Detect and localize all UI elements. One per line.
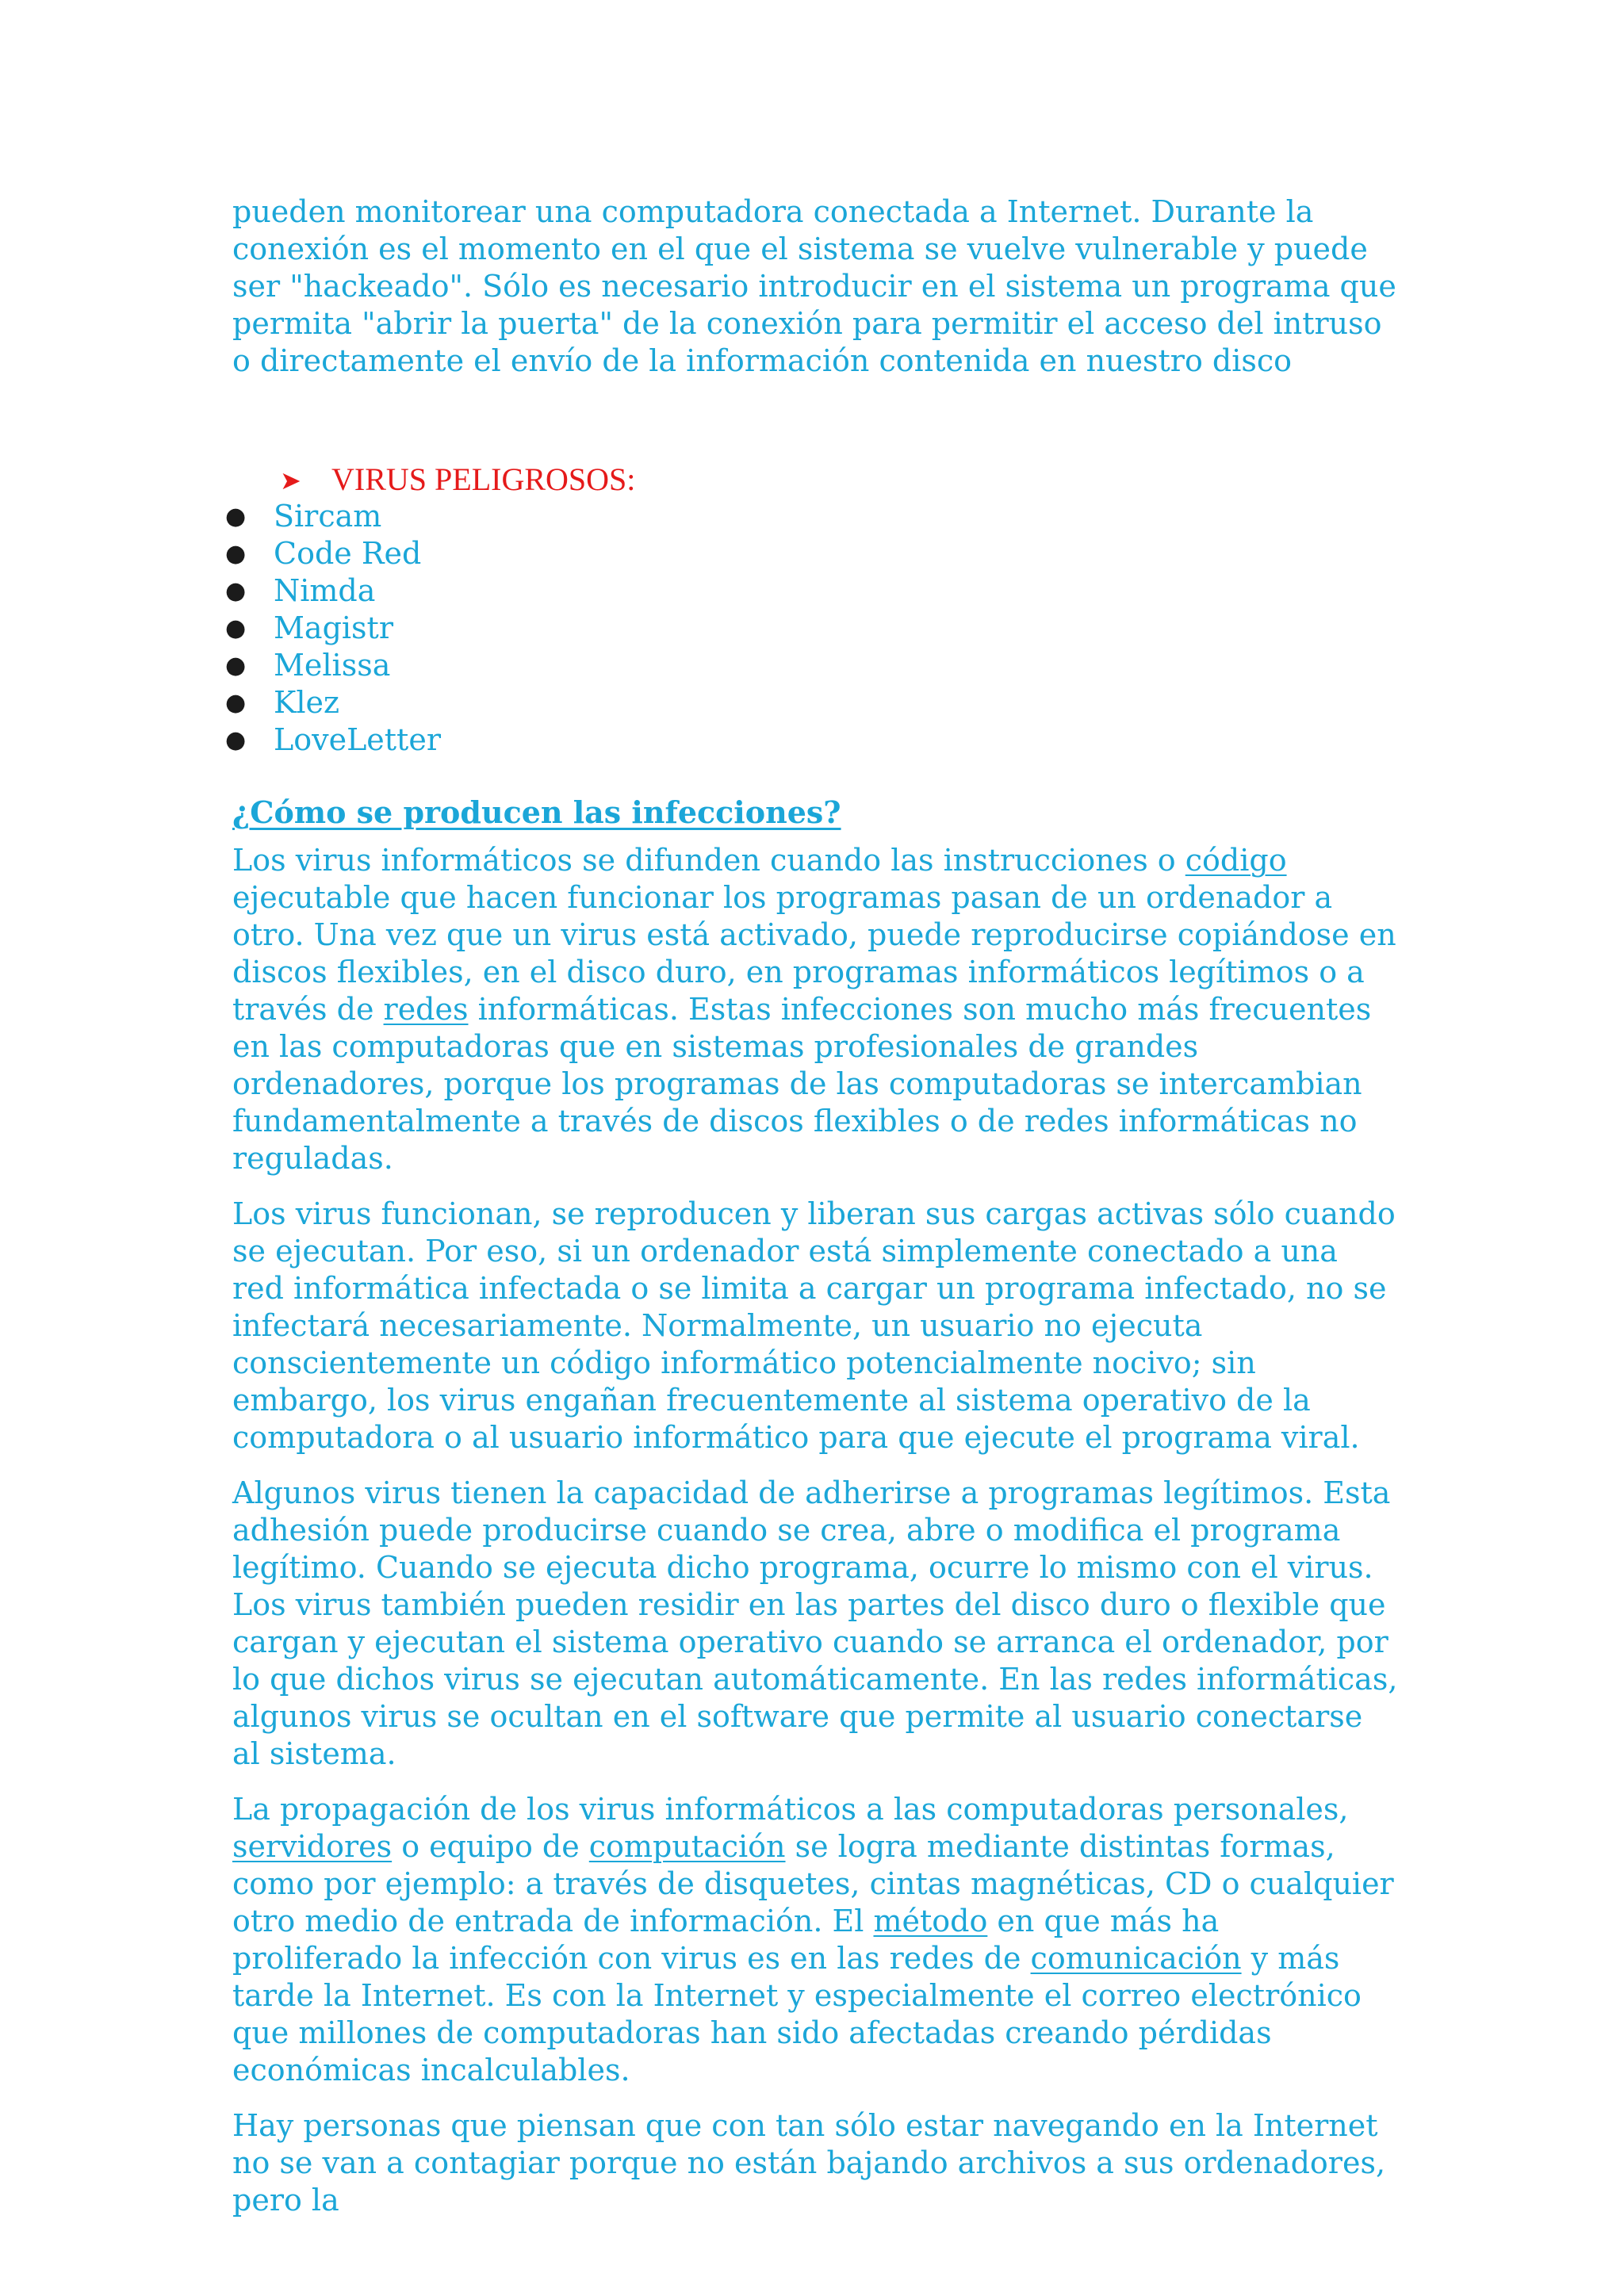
virus-name: Melissa	[274, 648, 391, 683]
virus-name: Sircam	[274, 499, 382, 534]
paragraph-5: Hay personas que piensan que con tan sólo estar navegando en la Internet no se van a contagiar porque no están bajando archivos a sus ordenadores, pero la	[232, 2108, 1386, 2218]
link-metodo[interactable]: método	[873, 1904, 988, 1938]
link-comunicacion[interactable]: comunicación	[1030, 1941, 1242, 1976]
virus-list	[225, 498, 1398, 759]
virus-name: Klez	[274, 685, 340, 720]
dangerous-viruses-label: VIRUS PELIGROSOS:	[331, 461, 636, 497]
list-item	[225, 572, 1398, 610]
link-codigo[interactable]: código	[1185, 843, 1287, 878]
text-run: en que más ha proliferado la infección con virus es en las redes de	[232, 1904, 1220, 1976]
text-run: Los virus informáticos se difunden cuando las instrucciones o	[232, 843, 1185, 878]
link-computacion[interactable]: computación	[588, 1829, 786, 1864]
text-run: y más tarde la Internet. Es con la Internet y especialmente el correo electrónico que millones de computadoras han sido afectadas creando pérdidas económicas incalculables.	[232, 1941, 1362, 2087]
paragraph-4	[232, 1791, 1398, 2089]
list-item	[225, 647, 1398, 684]
bullet-icon: ●	[225, 614, 247, 642]
list-item	[225, 721, 1398, 759]
text-run: se logra mediante distintas formas, como por ejemplo: a través de disquetes, cintas magnéticas, CD o cualquier otro medio de entrada de información. El	[232, 1829, 1394, 1938]
bullet-icon: ●	[225, 689, 247, 717]
virus-name: LoveLetter	[274, 722, 441, 757]
list-item	[225, 610, 1398, 647]
page-content	[225, 193, 1398, 2237]
bullet-icon: ●	[225, 652, 247, 679]
paragraph-2: Los virus funcionan, se reproducen y liberan sus cargas activas sólo cuando se ejecutan. Por eso, si un ordenador está simplemente conectado a una red informática infectada o se limita a cargar un programa infectado, no se infectará necesariamente. Normalmente, un usuario no ejecuta conscientemente un código informático potencialmente nocivo; sin embargo, los virus engañan frecuentemente al sistema operativo de la computadora o al usuario informático para que ejecute el programa viral.	[232, 1196, 1396, 1455]
text-run: o equipo de	[392, 1829, 589, 1864]
dangerous-viruses-heading	[232, 461, 1398, 498]
link-redes[interactable]: redes	[383, 992, 469, 1027]
list-item	[225, 498, 1398, 535]
text-run: informáticas. Estas infecciones son mucho más frecuentes en las computadoras que en sistemas profesionales de grandes ordenadores, porque los programas de las computadoras se intercambian fundamentalmente a través de discos flexibles o de redes informáticas no reguladas.	[232, 992, 1372, 1176]
paragraph-3: Algunos virus tienen la capacidad de adherirse a programas legítimos. Esta adhesión puede producirse cuando se crea, abre o modifica el programa legítimo. Cuando se ejecuta dicho programa, ocurre lo mismo con el virus. Los virus también pueden residir en las partes del disco duro o flexible que cargan y ejecutan el sistema operativo cuando se arranca el ordenador, por lo que dichos virus se ejecutan automáticamente. En las redes informáticas, algunos virus se ocultan en el software que permite al usuario conectarse al sistema.	[232, 1475, 1398, 1771]
bullet-icon: ●	[225, 577, 247, 605]
bullet-icon: ●	[225, 540, 247, 568]
paragraph-1	[232, 842, 1398, 1177]
virus-name: Nimda	[274, 573, 376, 608]
link-servidores[interactable]: servidores	[232, 1829, 393, 1864]
list-item	[225, 684, 1398, 721]
section-heading: ¿Cómo se producen las infecciones?	[232, 794, 841, 830]
intro-paragraph: pueden monitorear una computadora conectada a Internet. Durante la conexión es el momento en el que el sistema se vuelve vulnerable y puede ser "hackeado". Sólo es necesario introducir en el sistema un programa que permita "abrir la puerta" de la conexión para permitir el acceso del intruso o directamente el envío de la información contenida en nuestro disco	[232, 194, 1396, 378]
arrow-bullet-icon: ➤	[280, 466, 301, 495]
text-run: La propagación de los virus informáticos a las computadoras personales,	[232, 1792, 1349, 1827]
bullet-icon: ●	[225, 503, 247, 530]
list-item	[225, 535, 1398, 572]
virus-name: Magistr	[274, 610, 393, 645]
text-run: ejecutable que hacen funcionar los programas pasan de un ordenador a otro. Una vez que un virus está activado, puede reproducirse copiándose en discos flexibles, en el disco duro, en programas informáticos legítimos o a través de	[232, 880, 1396, 1027]
virus-name: Code Red	[274, 536, 422, 571]
bullet-icon: ●	[225, 726, 247, 754]
